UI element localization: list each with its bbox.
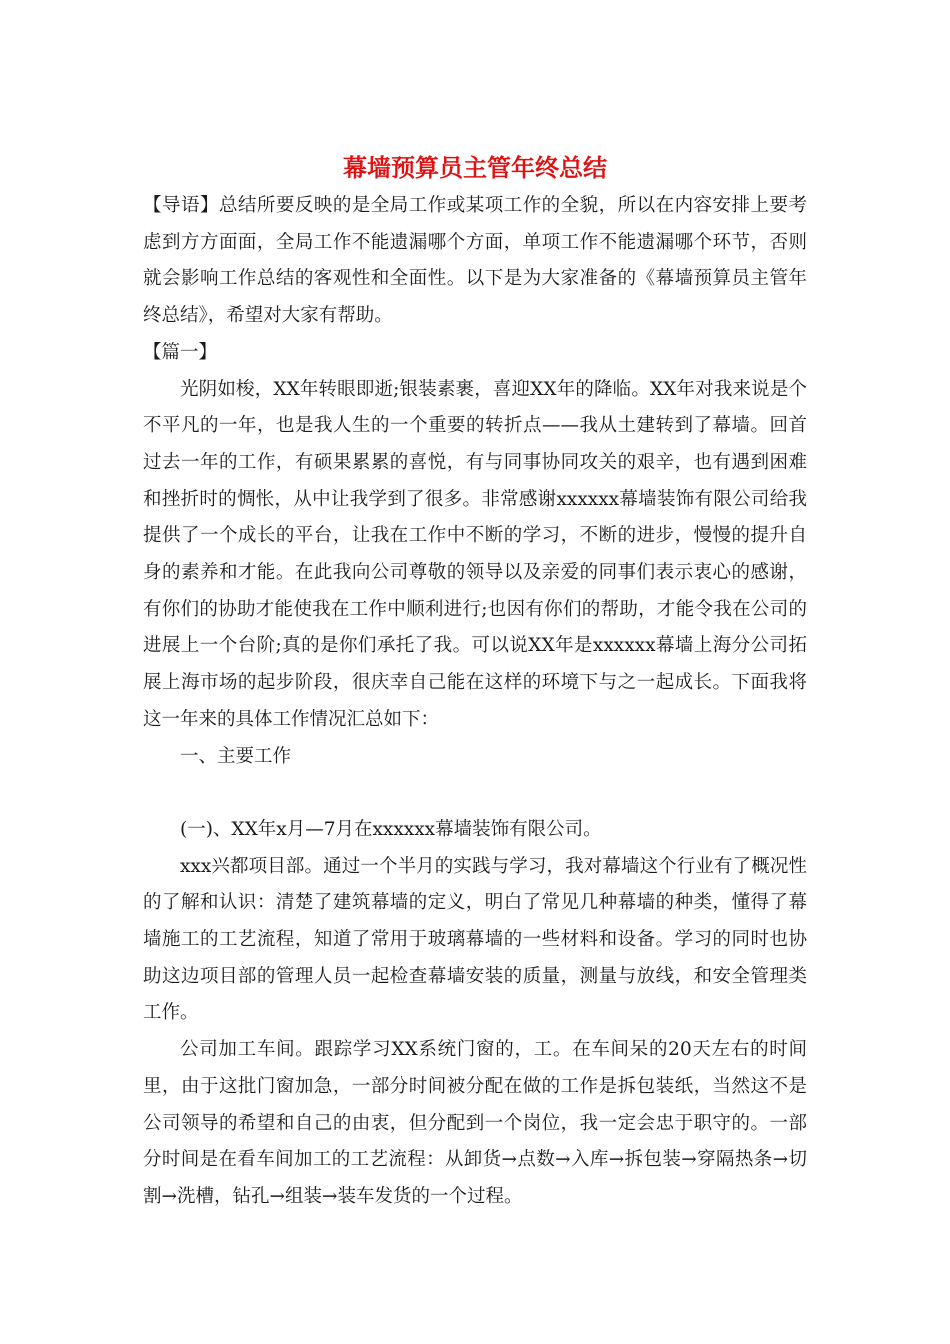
- section-heading: 一、主要工作: [180, 745, 292, 767]
- document-page: [143, 148, 807, 1216]
- body-paragraph: 光阴如梭，XX年转眼即逝;银装素裹，喜迎XX年的降临。XX年对我来说是个不平凡的一年，也是我人生的一个重要的转折点——我从土建转到了幕墙。回首过去一年的工作，有硕果累累的喜悦，有与同事协同攻关的艰辛，也有遇到困难和挫折时的惆怅，从中让我学到了很多。非常感谢xxxxxx幕墙装饰有限公司给我提供了一个成长的平台，让我在工作中不断的学习，不断的进步，慢慢的提升自身的素养和才能。在此我向公司尊敬的领导以及亲爱的同事们表示衷心的感谢，有你们的协助才能使我在工作中顺利进行;也因有你们的帮助，才能令我在公司的进展上一个台阶;真的是你们承托了我。可以说XX年是xxxxxx幕墙上海分公司拓展上海市场的起步阶段，很庆幸自己能在这样的环境下与之一起成长。下面我将这一年来的具体工作情况汇总如下：: [143, 378, 807, 730]
- intro-paragraph: 【导语】总结所要反映的是全局工作或某项工作的全貌，所以在内容安排上要考虑到方方面面，全局工作不能遗漏哪个方面，单项工作不能遗漏哪个环节，否则就会影响工作总结的客观性和全面性。以下是为大家准备的《幕墙预算员主管年终总结》，希望对大家有帮助。: [143, 195, 807, 327]
- subsection-heading: (一)、XX年x月—7月在xxxxxx幕墙装饰有限公司。: [180, 818, 602, 840]
- document-title: 幕墙预算员主管年终总结: [343, 154, 607, 182]
- blank-line: [143, 775, 807, 812]
- section-label: 【篇一】: [143, 341, 218, 363]
- body-paragraph: 公司加工车间。跟踪学习XX系统门窗的，工。在车间呆的20天左右的时间里，由于这批门窗加急，一部分时间被分配在做的工作是拆包装纸，当然这不是公司领导的希望和自己的由衷，但分配到一个岗位，我一定会忠于职守的。一部分时间是在看车间加工的工艺流程：从卸货→点数→入库→拆包装→穿隔热条→切割→洗槽，钻孔→组装→装车发货的一个过程。: [143, 1039, 807, 1207]
- body-paragraph: xxx兴都项目部。通过一个半月的实践与学习，我对幕墙这个行业有了概况性的了解和认识：清楚了建筑幕墙的定义，明白了常见几种幕墙的种类，懂得了幕墙施工的工艺流程，知道了常用于玻璃幕墙的一些材料和设备。学习的同时也协助这边项目部的管理人员一起检查幕墙安装的质量，测量与放线，和安全管理类工作。: [143, 855, 807, 1024]
